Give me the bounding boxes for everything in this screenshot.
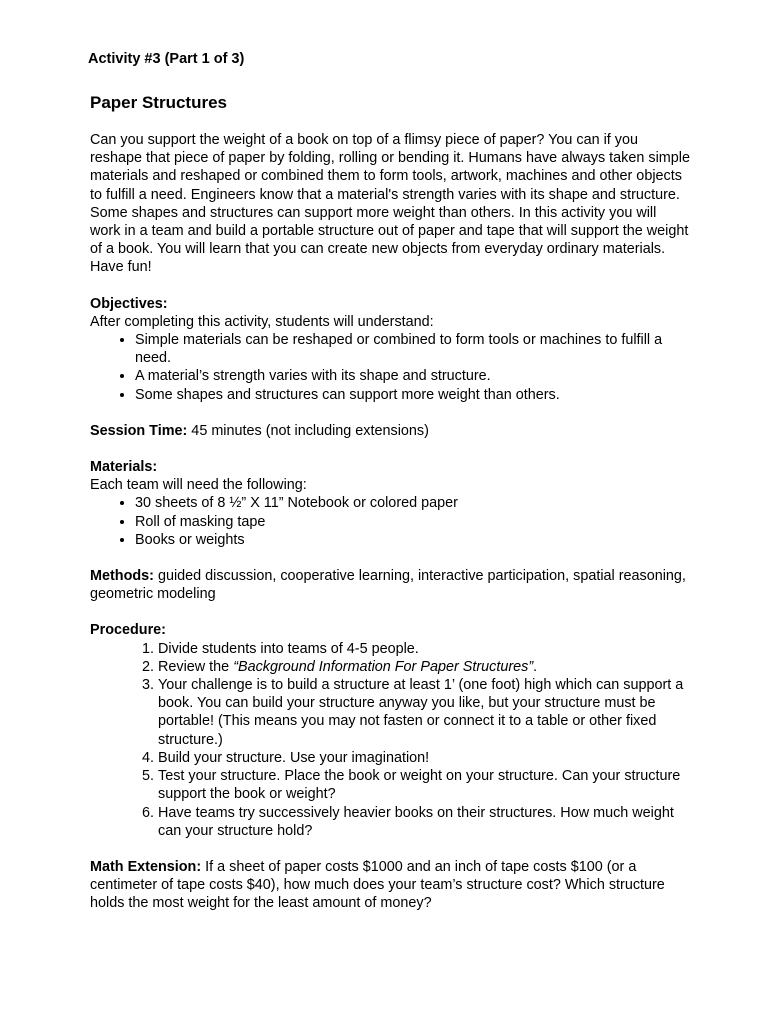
step2-suffix: . (533, 658, 538, 675)
materials-heading: Materials: (90, 459, 158, 476)
procedure-list (90, 640, 690, 840)
math-extension-value: If a sheet of paper costs $1000 and an inch of tape costs $100 (or a centimeter of tape costs $40), how much does your team’s structure cost? Which structure holds the most weight for the least amount of money? (90, 858, 665, 912)
list-item: • Books or weights (135, 531, 690, 549)
step2-reference: “Background Information For Paper Structures” (233, 658, 534, 675)
list-item (158, 658, 690, 676)
objectives-list (90, 331, 690, 404)
list-item: • 30 sheets of 8 ½” X 11” Notebook or colored paper (135, 494, 690, 512)
list-item: 4. Build your structure. Use your imagination! (158, 749, 690, 767)
list-item: 3. Your challenge is to build a structure at least 1’ (one foot) high which can support a book. You can build your structure anyway you like, but your structure must be portable! (This means you may not fasten or connect it to a table or other fixed structure.) (158, 676, 690, 749)
list-item: 5. Test your structure. Place the book or weight on your structure. Can your structure support the book or weight? (158, 767, 690, 803)
list-item: • Simple materials can be reshaped or combined to form tools or machines to fulfill a need. (135, 331, 690, 367)
document-body (90, 131, 690, 913)
list-item: 6. Have teams try successively heavier books on their structures. How much weight can your structure hold? (158, 804, 690, 840)
methods-value: guided discussion, cooperative learning, interactive participation, spatial reasoning, geometric modeling (90, 568, 686, 603)
session-time (90, 422, 690, 440)
list-item: • A material’s strength varies with its shape and structure. (135, 367, 690, 385)
list-item: 1. Divide students into teams of 4-5 people. (158, 640, 690, 658)
materials-lead: Each team will need the following: (90, 477, 307, 494)
list-item: • Roll of masking tape (135, 513, 690, 531)
methods (90, 567, 690, 603)
list-item: • Some shapes and structures can support more weight than others. (135, 386, 690, 404)
page-title: Paper Structures (90, 93, 227, 112)
objectives-lead: After completing this activity, students will understand: (90, 313, 434, 330)
session-time-label: Session Time: (90, 422, 188, 439)
objectives-heading: Objectives: (90, 295, 168, 312)
math-extension-label: Math Extension: (90, 858, 202, 875)
session-time-value: 45 minutes (not including extensions) (187, 422, 429, 439)
methods-label: Methods: (90, 568, 154, 585)
materials-list (90, 494, 690, 549)
activity-label: Activity #3 (Part 1 of 3) (88, 51, 245, 67)
intro-paragraph: Can you support the weight of a book on top of a flimsy piece of paper? You can if you reshape that piece of paper by folding, rolling or bending it. Humans have always taken simple materials and reshaped or combined them to form tools, artwork, machines and other objects to fulfill a need. Engineers know that a material's strength varies with its shape and structure. Some shapes and structures can support more weight than others. In this activity you will work in a team and build a portable structure out of paper and tape that will support the weight of a book. You will learn that you can create new objects from everyday ordinary materials. Have fun! (90, 132, 690, 276)
step2-prefix: Review the (158, 658, 234, 675)
procedure-heading: Procedure: (90, 622, 166, 639)
math-extension (90, 858, 690, 913)
